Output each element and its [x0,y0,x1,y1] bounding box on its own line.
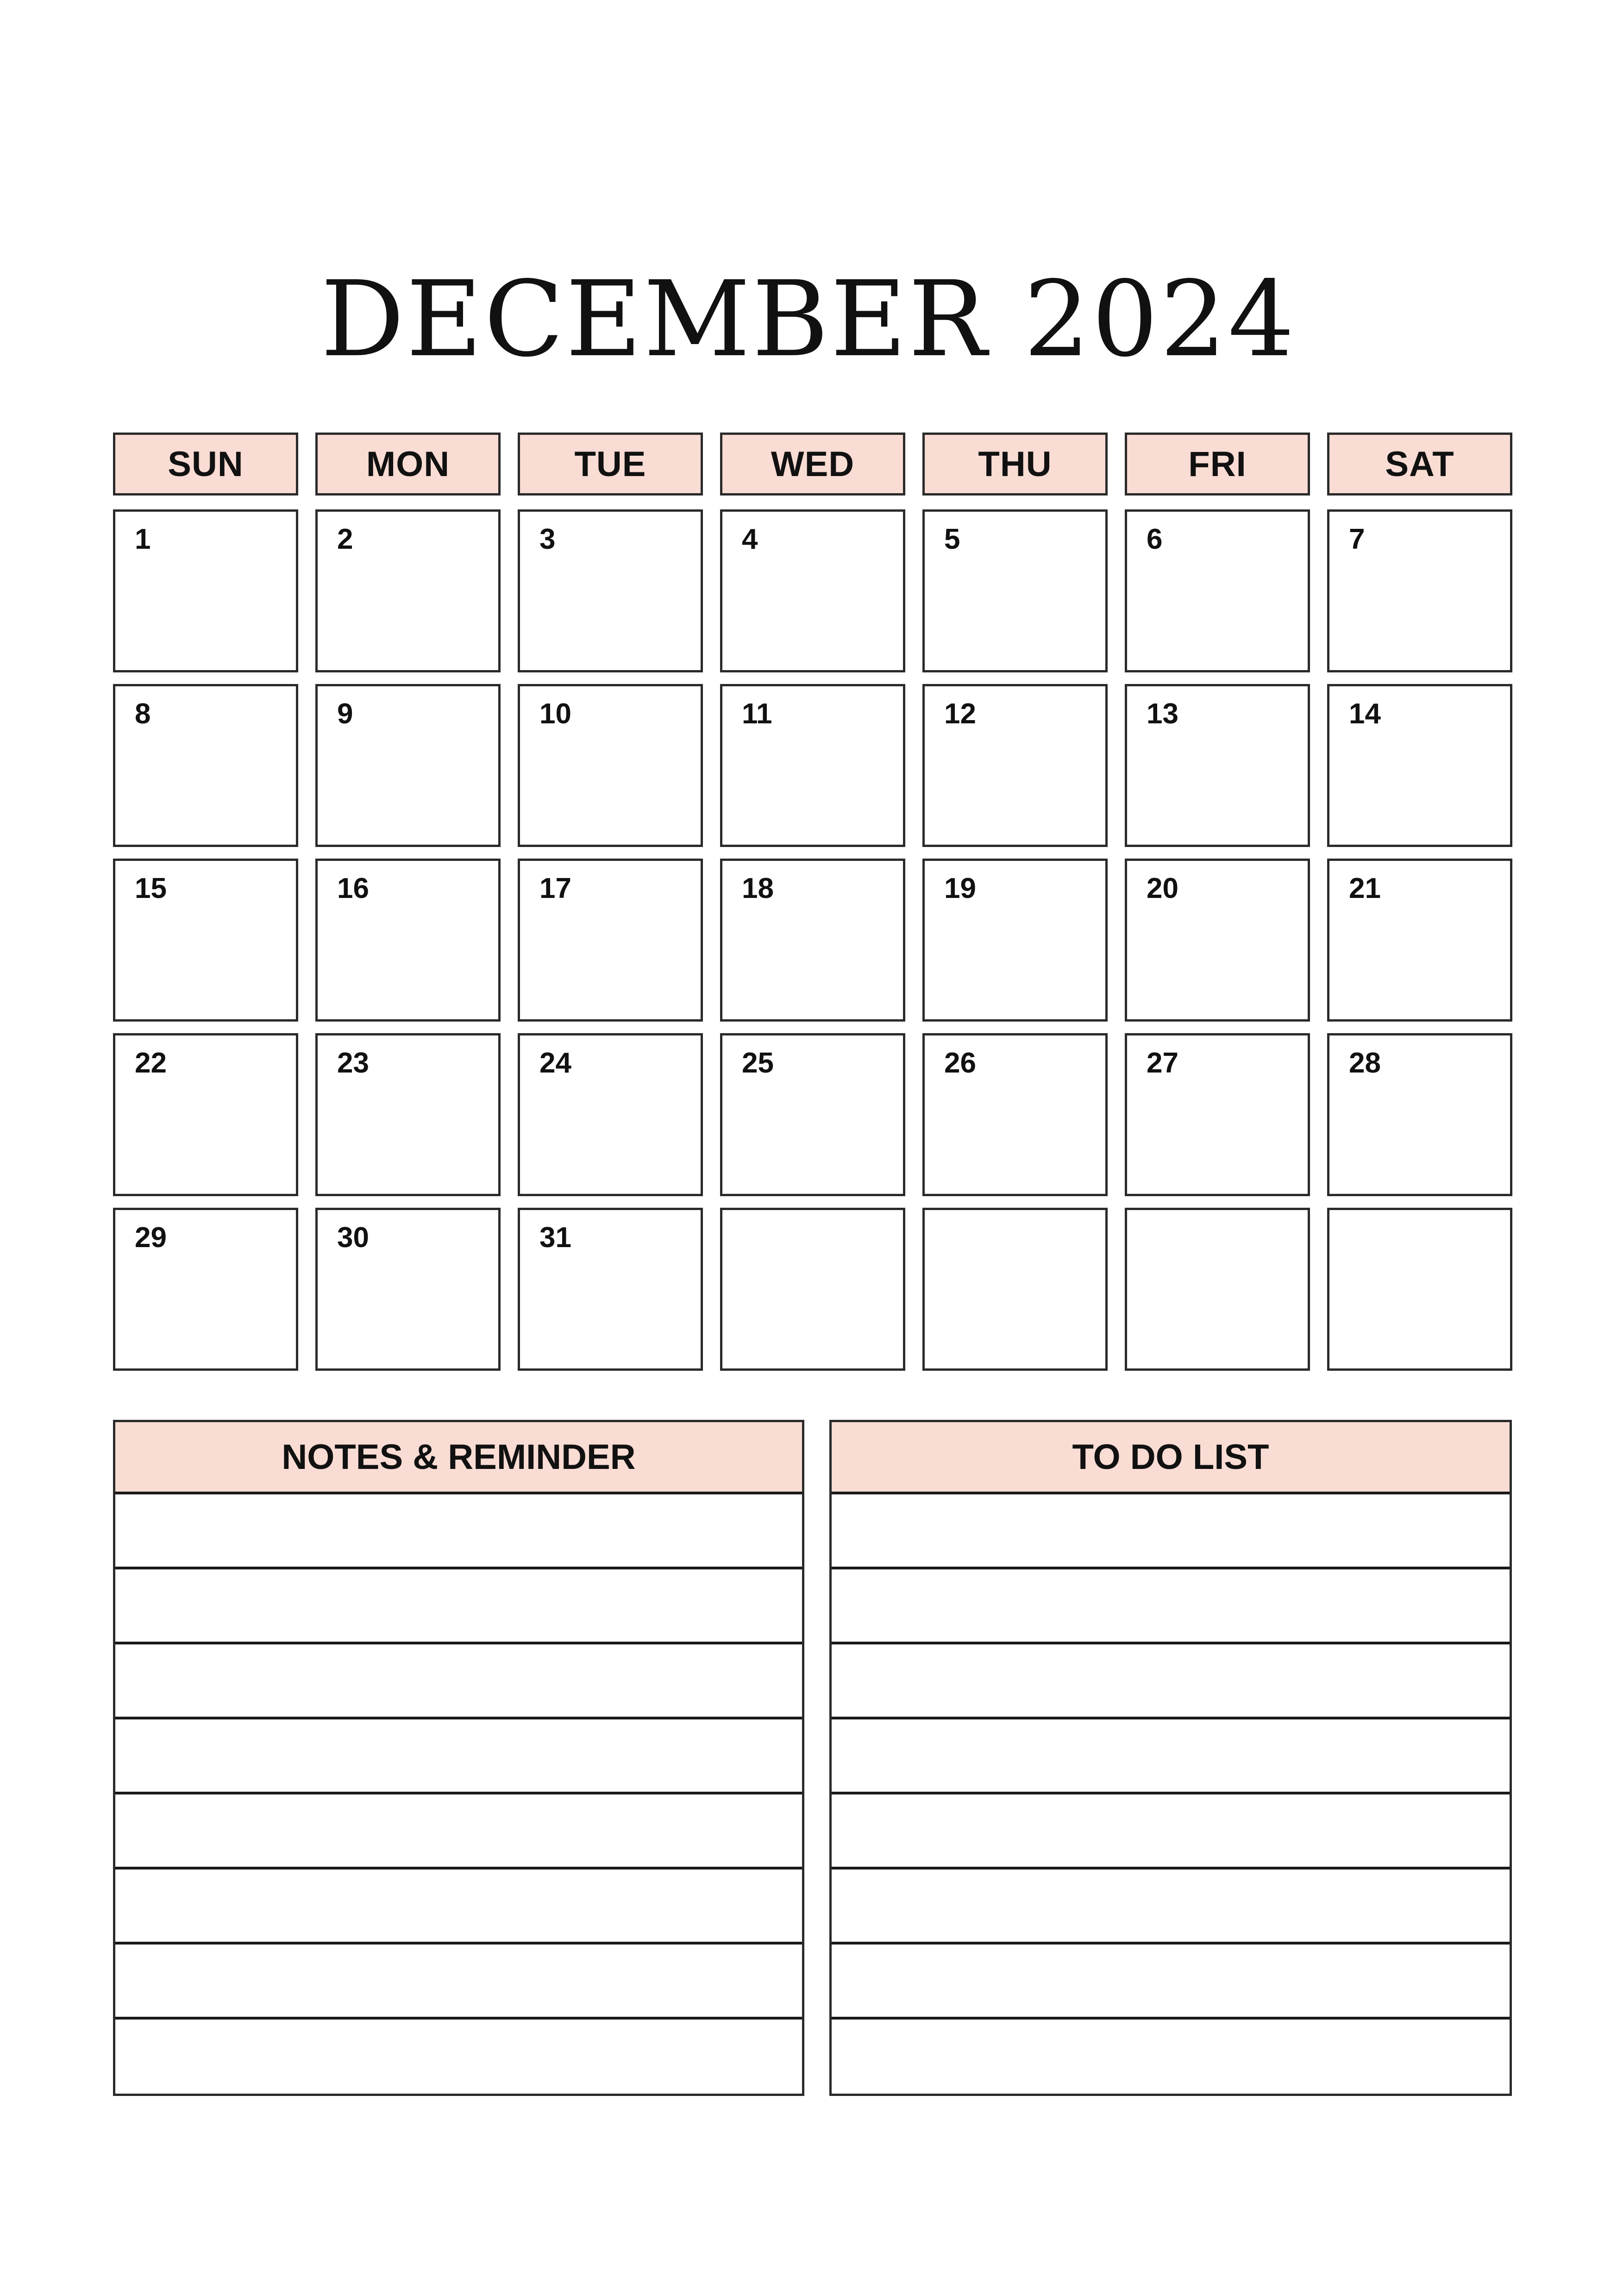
day-cell[interactable] [1125,1033,1310,1196]
todo-line[interactable] [832,1644,1510,1719]
notes-line[interactable] [115,1719,802,1794]
day-cell[interactable] [113,1033,298,1196]
notes-line[interactable] [115,1569,802,1644]
todo-line[interactable] [832,1494,1510,1569]
weekday-header: MON [315,433,501,496]
day-number: 31 [539,1222,571,1254]
day-cell[interactable] [113,1208,298,1371]
day-number: 29 [135,1222,167,1254]
weekday-header: SUN [113,433,298,496]
day-number: 24 [539,1047,571,1079]
day-number: 5 [944,523,960,555]
day-cell[interactable] [1125,684,1310,847]
todo-line[interactable] [832,2020,1510,2095]
day-cell[interactable] [922,684,1108,847]
day-cell[interactable] [315,509,501,672]
day-cell[interactable] [518,1208,703,1371]
todo-header: TO DO LIST [832,1422,1510,1494]
day-cell[interactable] [1125,1208,1310,1371]
weekday-header: SAT [1327,433,1512,496]
todo-line[interactable] [832,1794,1510,1869]
day-cell[interactable] [720,1033,905,1196]
todo-lines [832,1494,1510,2095]
notes-line[interactable] [115,1494,802,1569]
day-cell[interactable] [720,1208,905,1371]
day-cell[interactable] [1327,509,1512,672]
day-number: 19 [944,872,976,904]
day-number: 21 [1349,872,1381,904]
notes-line[interactable] [115,1869,802,1945]
day-number: 28 [1349,1047,1381,1079]
day-number: 26 [944,1047,976,1079]
day-cell[interactable] [113,509,298,672]
day-cell[interactable] [518,859,703,1022]
day-number: 27 [1147,1047,1178,1079]
day-cell[interactable] [720,509,905,672]
day-cell[interactable] [1125,509,1310,672]
day-number: 16 [337,872,369,904]
day-number: 18 [742,872,774,904]
day-number: 15 [135,872,167,904]
notes-line[interactable] [115,1945,802,2020]
day-cell[interactable] [315,859,501,1022]
day-number: 1 [135,523,151,555]
day-cell[interactable] [1327,1208,1512,1371]
day-number: 23 [337,1047,369,1079]
todo-line[interactable] [832,1869,1510,1945]
day-number: 8 [135,698,151,730]
day-cell[interactable] [113,684,298,847]
todo-line[interactable] [832,1945,1510,2020]
day-number: 7 [1349,523,1365,555]
day-cell[interactable] [315,1033,501,1196]
day-cell[interactable] [315,684,501,847]
day-number: 9 [337,698,353,730]
day-cell[interactable] [518,509,703,672]
weekday-header: WED [720,433,905,496]
day-number: 14 [1349,698,1381,730]
day-number: 11 [742,698,772,730]
day-cell[interactable] [922,859,1108,1022]
day-number: 13 [1147,698,1178,730]
day-cell[interactable] [1125,859,1310,1022]
day-number: 20 [1147,872,1178,904]
weekday-header: THU [922,433,1108,496]
page-title: DECEMBER 2024 [320,259,1297,380]
day-cell[interactable] [922,509,1108,672]
day-number: 2 [337,523,353,555]
day-cell[interactable] [1327,684,1512,847]
weekday-header: FRI [1125,433,1310,496]
weekday-header: TUE [518,433,703,496]
day-number: 4 [742,523,758,555]
day-cell[interactable] [922,1033,1108,1196]
day-cell[interactable] [518,1033,703,1196]
day-number: 10 [539,698,571,730]
todo-panel [829,1420,1512,2096]
day-number: 30 [337,1222,369,1254]
day-cell[interactable] [720,859,905,1022]
todo-line[interactable] [832,1569,1510,1644]
notes-lines [115,1494,802,2095]
day-cell[interactable] [720,684,905,847]
day-cell[interactable] [922,1208,1108,1371]
day-number: 17 [539,872,571,904]
notes-header: NOTES & REMINDER [115,1422,802,1494]
day-number: 25 [742,1047,774,1079]
notes-line[interactable] [115,1794,802,1869]
notes-panel [113,1420,804,2096]
notes-line[interactable] [115,2020,802,2095]
todo-line[interactable] [832,1719,1510,1794]
day-number: 22 [135,1047,167,1079]
day-cell[interactable] [315,1208,501,1371]
day-cell[interactable] [1327,859,1512,1022]
day-number: 12 [944,698,976,730]
day-cell[interactable] [518,684,703,847]
day-number: 3 [539,523,556,555]
day-number: 6 [1147,523,1163,555]
notes-line[interactable] [115,1644,802,1719]
day-cell[interactable] [113,859,298,1022]
day-cell[interactable] [1327,1033,1512,1196]
